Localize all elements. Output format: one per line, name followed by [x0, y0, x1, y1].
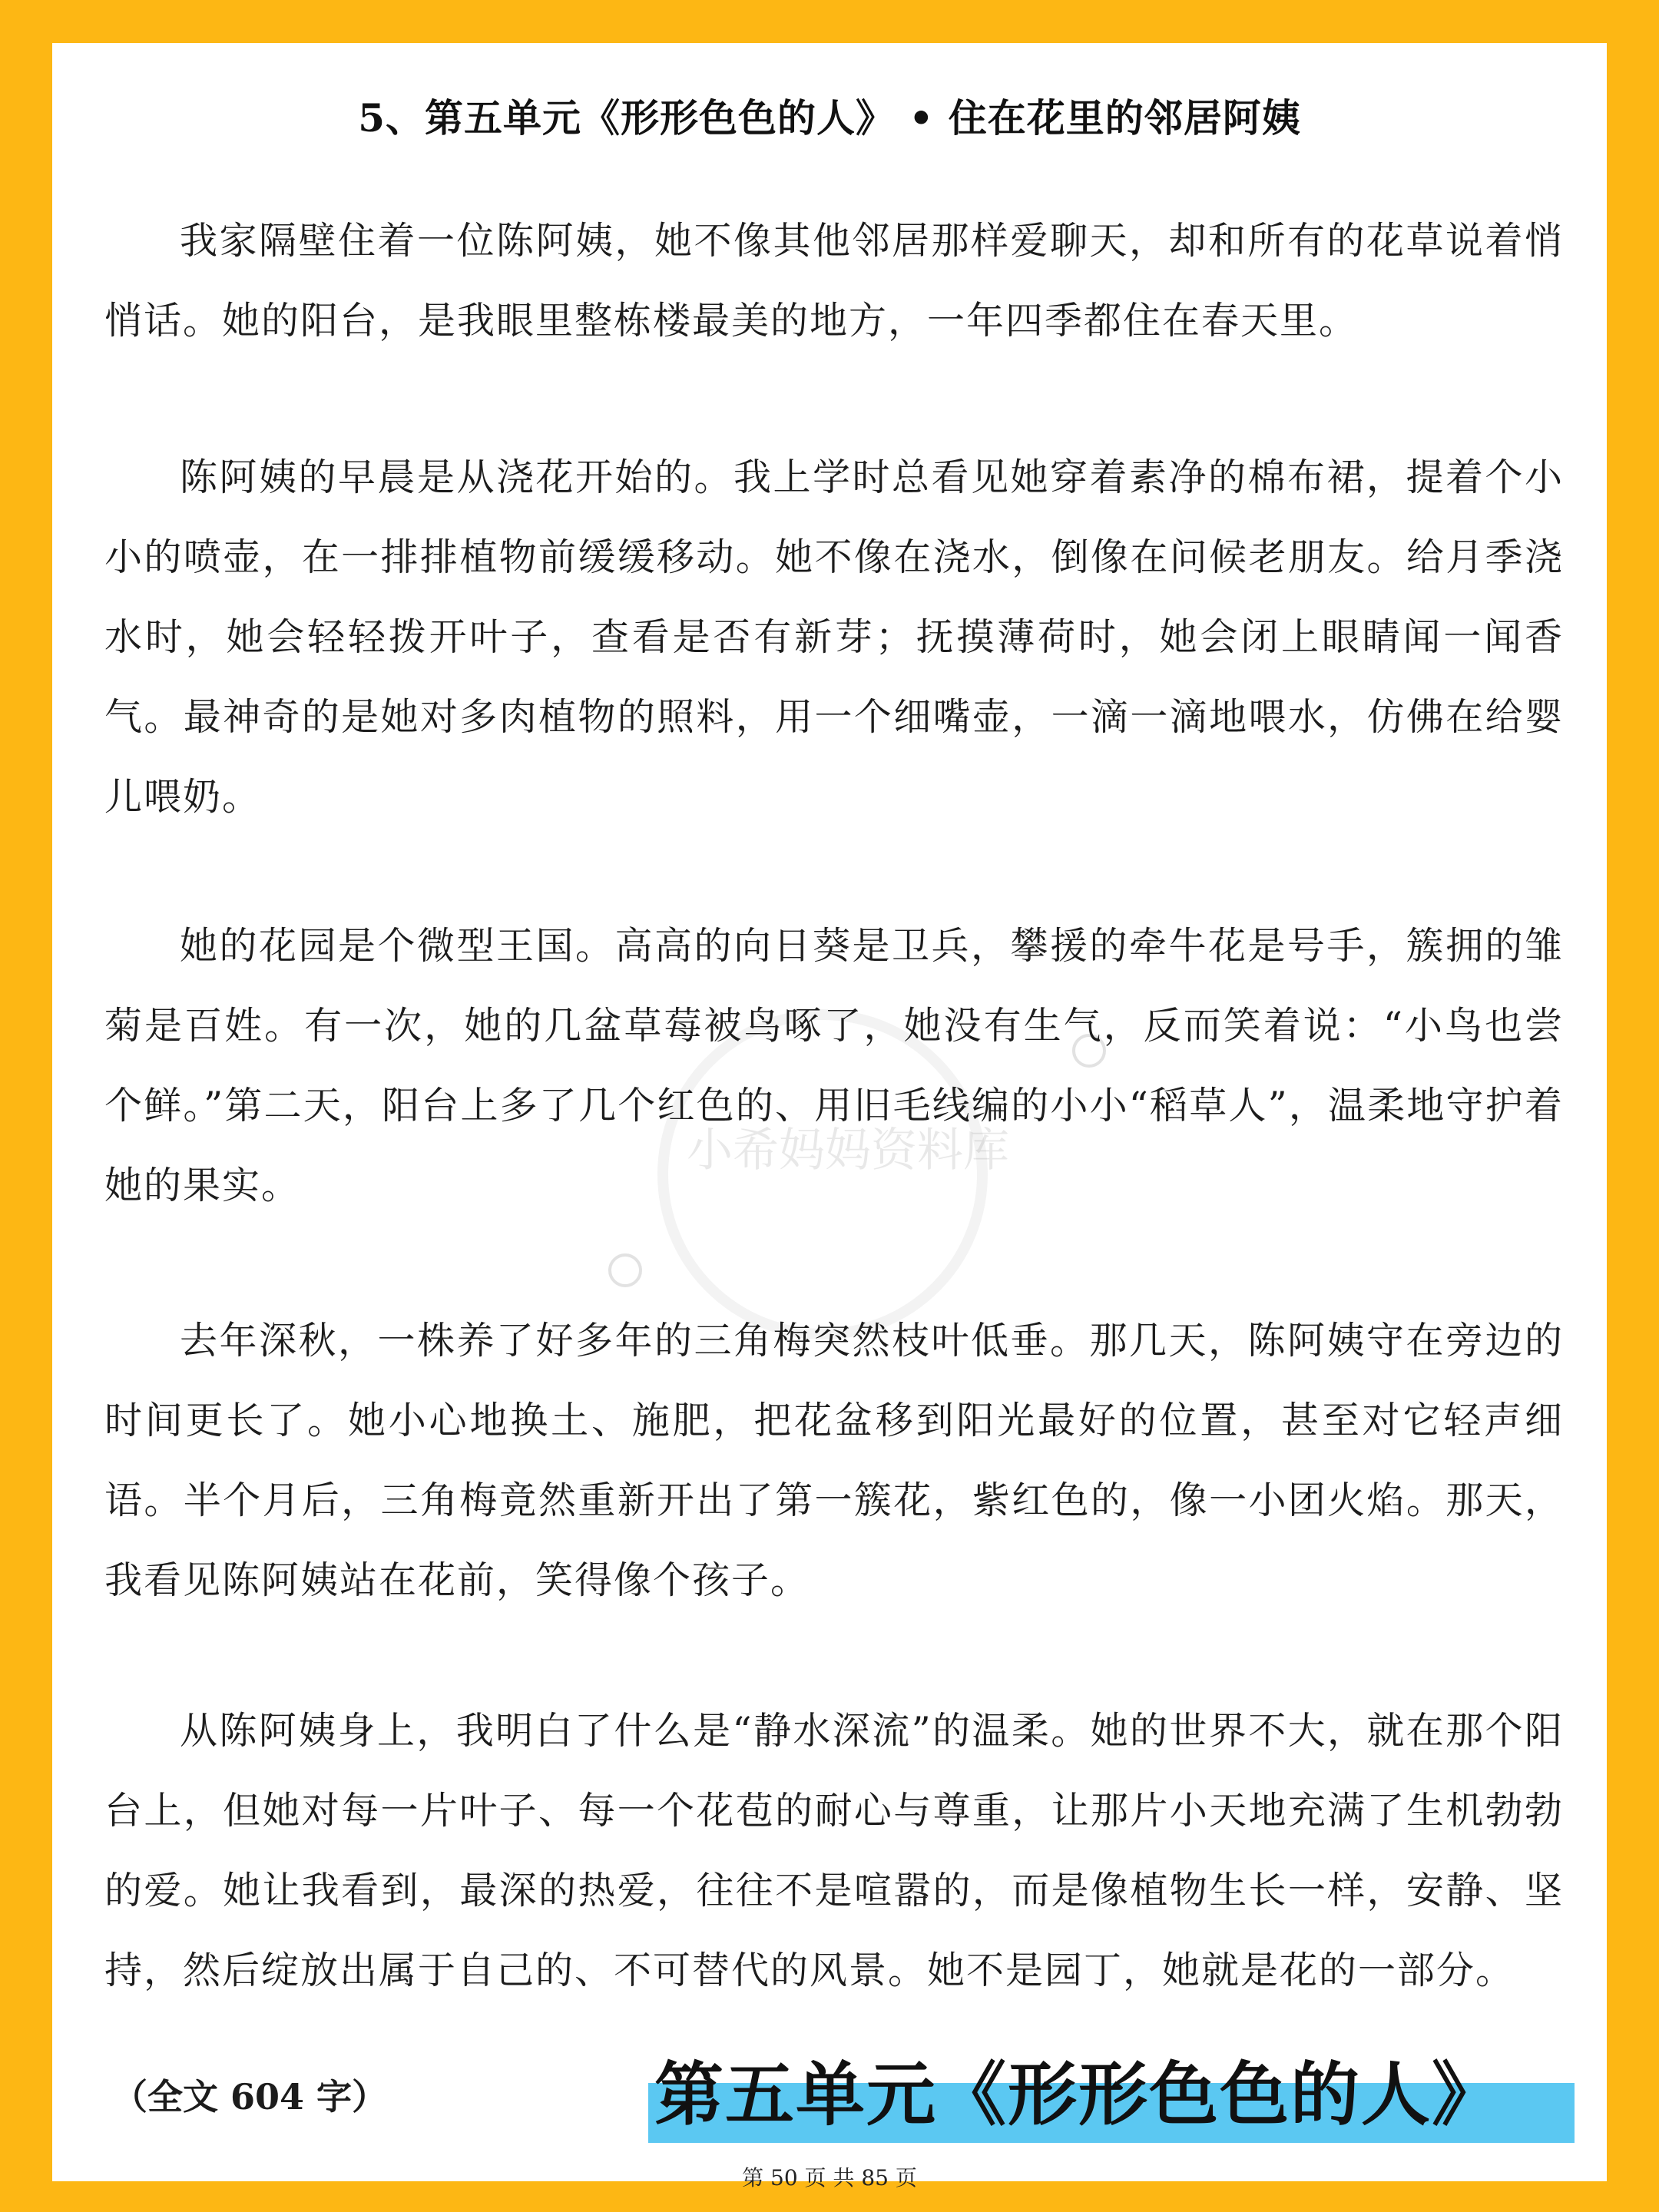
watermark-text: 小希妈妈资料库	[687, 1124, 1009, 1177]
paragraph-1: 我家隔壁住着一位陈阿姨，她不像其他邻居那样爱聊天，却和所有的花草说着悄悄话。她的阳台，是我眼里整栋楼最美的地方，一年四季都住在春天里。	[104, 219, 1564, 343]
document-page	[52, 43, 1607, 2190]
page-number: 第 50 页 共 85 页	[742, 2165, 917, 2190]
paragraph-4: 去年深秋，一株养了好多年的三角梅突然枝叶低垂。那几天，陈阿姨守在旁边的时间更长了。她小心地换土、施肥，把花盆移到阳光最好的位置，甚至对它轻声细语。半个月后，三角梅竟然重新开出了第一簇花，紫红色的，像一小团火焰。那天，我看见陈阿姨站在花前，笑得像个孩子。	[104, 1319, 1564, 1602]
paragraph-2: 陈阿姨的早晨是从浇花开始的。我上学时总看见她穿着素净的棉布裙，提着个小小的喷壶，在一排排植物前缓缓移动。她不像在浇水，倒像在问候老朋友。给月季浇水时，她会轻轻拨开叶子，查看是否有新芽；抚摸薄荷时，她会闭上眼睛闻一闻香气。最神奇的是她对多肉植物的照料，用一个细嘴壶，一滴一滴地喂水，仿佛在给婴儿喂奶。	[104, 455, 1564, 819]
essay-title: 5、第五单元《形形色色的人》 • 住在花里的邻居阿姨	[358, 95, 1301, 141]
watermark-dot	[608, 1253, 642, 1287]
unit-banner: 第五单元《形形色色的人》	[654, 2055, 1502, 2135]
paragraph-3: 她的花园是个微型王国。高高的向日葵是卫兵，攀援的牵牛花是号手，簇拥的雏菊是百姓。有一次，她的几盆草莓被鸟啄了，她没有生气，反而笑着说：“小鸟也尝个鲜。”第二天，阳台上多了几个红色的、用旧毛线编的小小“稻草人”，温柔地守护着她的果实。	[104, 924, 1564, 1207]
word-count: （全文 604 字）	[112, 2076, 388, 2118]
paragraph-5: 从陈阿姨身上，我明白了什么是“静水深流”的温柔。她的世界不大，就在那个阳台上，但她对每一片叶子、每一个花苞的耐心与尊重，让那片小天地充满了生机勃勃的爱。她让我看到，最深的热爱，往往不是喧嚣的，而是像植物生长一样，安静、坚持，然后绽放出属于自己的、不可替代的风景。她不是园丁，她就是花的一部分。	[104, 1709, 1564, 1992]
